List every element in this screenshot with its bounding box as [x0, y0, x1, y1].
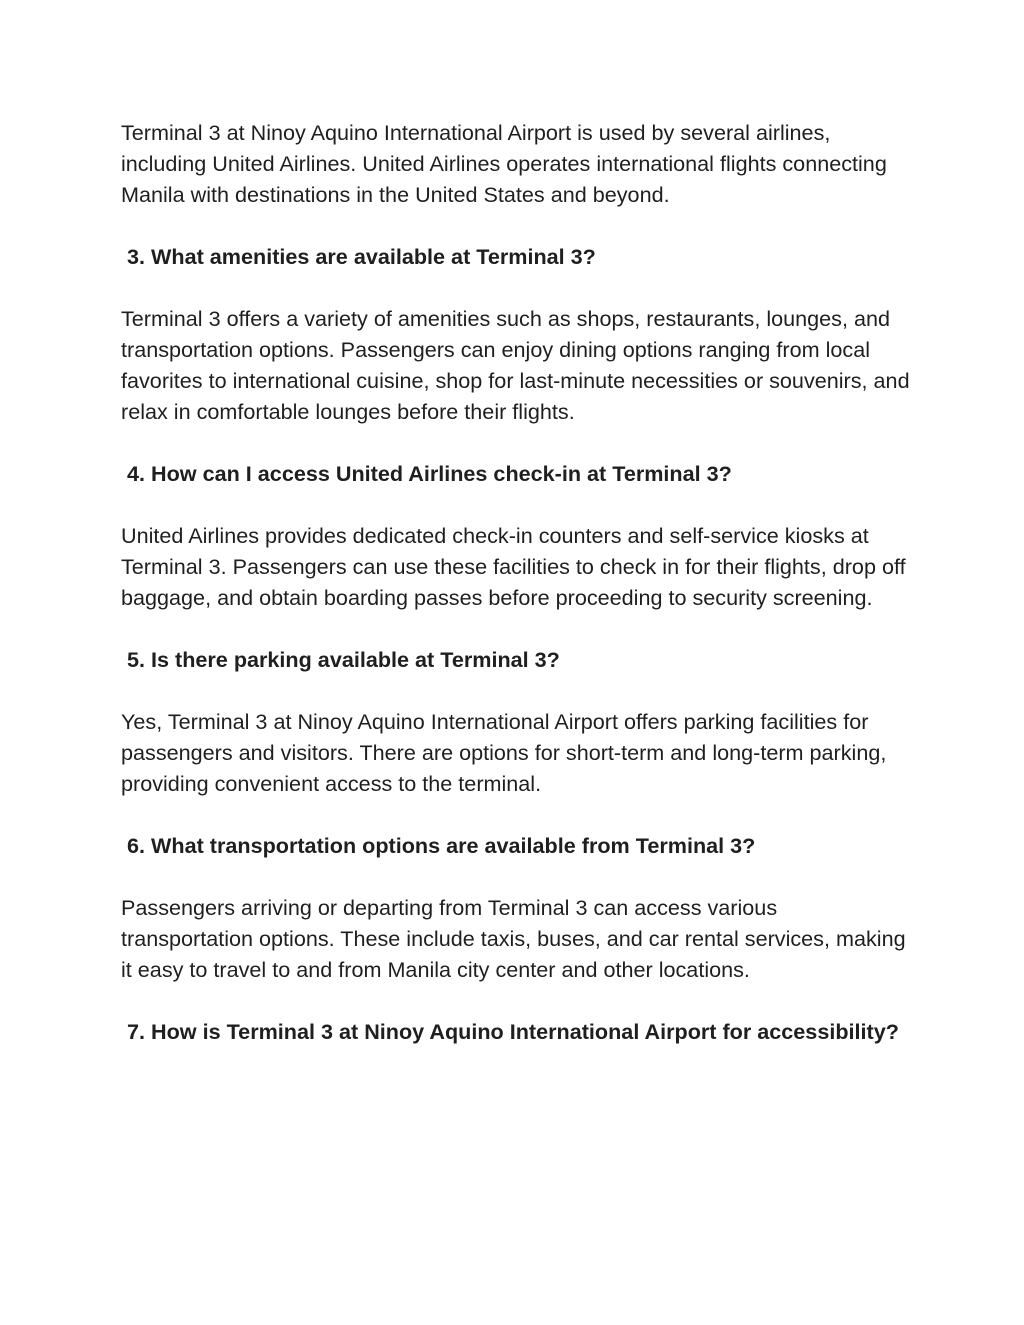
question-amenities: 3. What amenities are available at Terminal 3? [121, 244, 596, 269]
question-accessibility: 7. How is Terminal 3 at Ninoy Aquino International Airport for accessibility? [121, 1019, 899, 1044]
answer-transportation: Passengers arriving or departing from Terminal 3 can access various transportation options. These include taxis, buses, and car rental services, making it easy to travel to and from Manila city center and other locations. [121, 895, 906, 982]
answer-check-in: United Airlines provides dedicated check-in counters and self-service kiosks at Terminal 3. Passengers can use these facilities to check in for their flights, drop off baggage, and obtain boarding passes before proceeding to security screening. [121, 523, 906, 610]
question-check-in: 4. How can I access United Airlines check-in at Terminal 3? [121, 461, 732, 486]
question-transportation: 6. What transportation options are available from Terminal 3? [121, 833, 756, 858]
question-parking: 5. Is there parking available at Terminal 3? [121, 647, 560, 672]
answer-amenities: Terminal 3 offers a variety of amenities such as shops, restaurants, lounges, and transportation options. Passengers can enjoy dining options ranging from local favorites to international cuisine, shop for last-minute necessities or souvenirs, and relax in comfortable lounges before their flights. [121, 306, 910, 424]
document-page [121, 117, 911, 1078]
answer-parking: Yes, Terminal 3 at Ninoy Aquino International Airport offers parking facilities for passengers and visitors. There are options for short-term and long-term parking, providing convenient access to the terminal. [121, 709, 887, 796]
intro-paragraph: Terminal 3 at Ninoy Aquino International Airport is used by several airlines, including United Airlines. United Airlines operates international flights connecting Manila with destinations in the United States and beyond. [121, 120, 887, 207]
